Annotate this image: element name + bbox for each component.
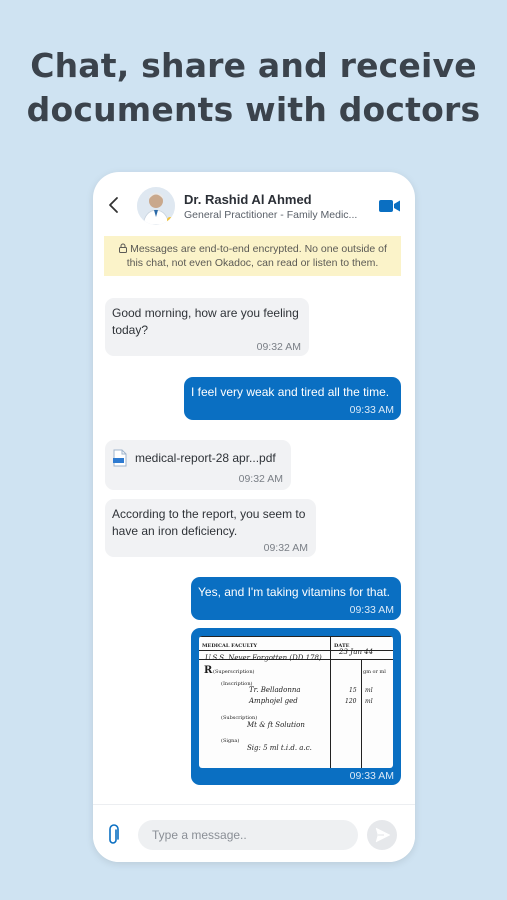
rx-qty-2: 120 [345, 698, 357, 705]
notice-line-2: this chat, not even Okadoc, can read or listen to them. [126, 257, 379, 269]
lock-icon [118, 243, 128, 253]
pdf-file-icon [113, 449, 127, 467]
rx-gm-ml: gm or ml [363, 669, 386, 675]
message-input[interactable] [138, 820, 358, 850]
message-text: I feel very weak and tired all the time. [191, 385, 390, 399]
message-text: According to the report, you seem to [112, 507, 306, 521]
send-button[interactable] [367, 820, 397, 850]
rx-item-1: Tr. Belladonna [249, 686, 301, 694]
chat-header [93, 172, 415, 234]
rx-inscription: (Inscription) [221, 681, 253, 687]
rx-sig-text: Sig: 5 ml t.i.d. a.c. [247, 744, 312, 752]
message-incoming[interactable] [105, 298, 309, 356]
video-call-icon[interactable] [379, 199, 401, 213]
message-text: Good morning, how are you feeling [112, 306, 299, 320]
rx-patient: U.S.S. Never Forgotten (DD 178) [205, 654, 322, 662]
headline-line-2: documents with doctors [26, 90, 481, 129]
encryption-notice [104, 236, 401, 276]
message-time: 09:32 AM [238, 473, 283, 485]
phone-frame [93, 172, 415, 862]
notice-line-1: Messages are end-to-end encrypted. No one outside of [130, 243, 387, 255]
rx-subscription: (Subscription) [221, 715, 258, 721]
rx-superscription: (Superscription) [213, 669, 255, 675]
prescription-image[interactable] [199, 636, 393, 768]
rx-symbol: R [204, 665, 213, 676]
file-name: medical-report-28 apr...pdf [135, 451, 276, 465]
message-text: Yes, and I'm taking vitamins for that. [198, 585, 390, 599]
message-file[interactable] [105, 440, 291, 490]
send-icon [367, 820, 397, 850]
rx-sub-text: Mt & ft Solution [247, 721, 305, 729]
message-time: 09:32 AM [263, 542, 308, 554]
back-arrow-icon[interactable] [107, 196, 121, 214]
message-image[interactable] [191, 628, 401, 785]
message-time: 09:33 AM [349, 604, 394, 616]
message-time: 09:33 AM [349, 770, 394, 782]
rx-unit-1: ml [365, 687, 373, 694]
rx-faculty: MEDICAL FACULTY [202, 643, 258, 649]
message-outgoing[interactable] [184, 377, 401, 420]
rx-item-2: Amphojel ged [249, 697, 298, 705]
doctor-specialty: General Practitioner - Family Medic... [184, 209, 358, 221]
rx-signa: (Signa) [221, 738, 240, 744]
headline [0, 44, 507, 132]
message-composer [93, 804, 415, 862]
rx-qty-1: 15 [349, 687, 357, 694]
message-incoming[interactable] [105, 499, 316, 557]
message-text: today? [112, 323, 149, 337]
headline-line-1: Chat, share and receive [30, 46, 477, 85]
attachment-clip-icon[interactable] [107, 824, 121, 846]
doctor-name: Dr. Rashid Al Ahmed [184, 192, 312, 207]
message-text: have an iron deficiency. [112, 524, 238, 538]
rx-unit-2: ml [365, 698, 373, 705]
doctor-avatar-icon [137, 187, 175, 225]
message-outgoing[interactable] [191, 577, 401, 620]
message-time: 09:33 AM [349, 404, 394, 416]
message-time: 09:32 AM [256, 341, 301, 353]
rx-date: 23 Jun 44 [339, 648, 374, 656]
avatar[interactable] [137, 187, 175, 225]
rx-date-label: DATE [334, 643, 350, 649]
